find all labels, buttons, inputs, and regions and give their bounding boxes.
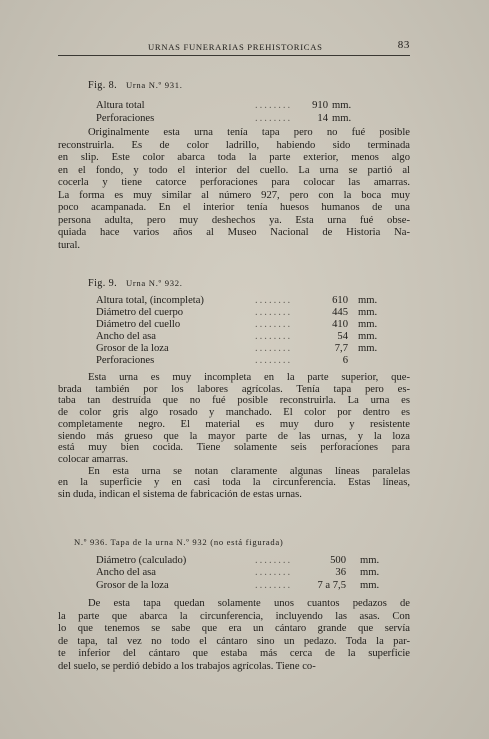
measure-value: 610 bbox=[332, 295, 348, 306]
text-line: colocar amarras. bbox=[58, 453, 128, 465]
text-line: de color gris algo rosado y manchado. El color por dentro es bbox=[58, 407, 410, 419]
measure-unit: mm. bbox=[358, 295, 378, 306]
text-line: La forma es muy similar al número 927, pero con la boca muy bbox=[58, 189, 410, 201]
text-line: tural. bbox=[58, 239, 81, 251]
text-line: te inferior del cántaro que estaba más cerca de la superficie bbox=[58, 648, 410, 659]
measure-unit: mm. bbox=[360, 567, 380, 579]
text-line: lo que tenemos se sabe que era un cántaro grande que servía bbox=[58, 623, 410, 634]
text-line: en la superficie y en casi toda la circunferencia. Estas líneas, bbox=[58, 477, 410, 489]
text-line: taba tan destruída que no fué posible reconstruirla. La urna es bbox=[58, 395, 410, 407]
measure-leader-dots: ........ bbox=[255, 112, 293, 124]
text-line: Originalmente esta urna tenía tapa pero no fué posible bbox=[88, 127, 410, 138]
measure-leader-dots: ........ bbox=[255, 342, 293, 354]
measure-label: Grosor de la loza bbox=[96, 342, 169, 354]
text-line: reconstruirla. Es de color ladrillo, habiendo sido terminada bbox=[58, 139, 410, 151]
fig8-caption-urna: Urna N.º 931. bbox=[125, 80, 183, 90]
text-line: completamente negro. El material es muy duro y resistente bbox=[58, 418, 410, 430]
page-number: 83 bbox=[397, 39, 410, 51]
measure-label: Altura total bbox=[96, 100, 145, 111]
text-line: del suelo, se perdió debido a los trabajos agrícolas. Tiene co- bbox=[58, 660, 316, 672]
fig8-caption bbox=[88, 79, 183, 92]
measure-value: 445 bbox=[332, 306, 348, 318]
text-line: de tapa, tal vez no todo el cántaro sino un pedazo. Toda la par- bbox=[58, 635, 410, 647]
text-line: persona adulta, pero muy deshechos ya. Esta urna fué obse- bbox=[58, 214, 410, 226]
measure-label: Altura total, (incompleta) bbox=[96, 295, 204, 306]
measure-value: 54 bbox=[337, 330, 348, 342]
measure-unit: mm. bbox=[332, 112, 352, 124]
text-line: siendo más grueso que la mayor parte de las urnas, y la loza bbox=[58, 430, 410, 442]
measure-value: 500 bbox=[330, 555, 346, 566]
text-line: brada también por los labores agrícolas. Tenía tapa pero es- bbox=[58, 383, 410, 395]
measure-label: Perforaciones bbox=[96, 112, 155, 124]
text-line: poco acampanada. En el interior tenía huesos humanos de una bbox=[58, 202, 410, 214]
measure-leader-dots: ........ bbox=[255, 555, 293, 566]
measure-label: Grosor de la loza bbox=[96, 579, 169, 591]
measure-leader-dots: ........ bbox=[255, 579, 293, 591]
measure-label: Perforaciones bbox=[96, 354, 155, 366]
text-line: está muy bien cocida. Tiene solamente seis perforaciones para bbox=[58, 442, 410, 454]
text-line: en slip. Este color abarca toda la parte exterior, menos algo bbox=[58, 152, 410, 164]
fig9-caption-urna: Urna N.º 932. bbox=[125, 278, 183, 288]
text-line: en el fondo, y todo el interior del cuello. La urna se partió al bbox=[58, 164, 410, 176]
measure-label: Diámetro del cuerpo bbox=[96, 306, 184, 318]
text-line: cocerla y tiene catorce perforaciones para colocar las amarras. bbox=[58, 177, 410, 189]
measure-leader-dots: ........ bbox=[255, 318, 293, 330]
measure-leader-dots: ........ bbox=[255, 100, 293, 111]
measure-label: Diámetro (calculado) bbox=[96, 555, 187, 566]
measure-label: Ancho del asa bbox=[96, 567, 157, 579]
text-line: En esta urna se notan claramente algunas líneas paralelas bbox=[88, 465, 410, 477]
measure-leader-dots: ........ bbox=[255, 567, 293, 579]
measure-unit: mm. bbox=[358, 342, 378, 354]
measure-leader-dots: ........ bbox=[255, 295, 293, 306]
n936-caption: N.º 936. Tapa de la urna N.º 932 (no está figurada) bbox=[74, 537, 284, 547]
fig9-caption bbox=[88, 277, 183, 290]
running-title: URNAS FUNERARIAS PREHISTORICAS bbox=[148, 42, 323, 52]
text-line: Esta urna es muy incompleta en la parte superior, que- bbox=[88, 372, 410, 383]
measure-value: 14 bbox=[317, 112, 328, 124]
measure-unit: mm. bbox=[358, 318, 378, 330]
measure-value: 36 bbox=[335, 567, 346, 579]
measure-value: 910 bbox=[312, 100, 328, 111]
text-line: quiada hace varios años al Museo Nacional de Historia Na- bbox=[58, 227, 410, 239]
text-line: sin duda, indican el sistema de fabricación de estas urnas. bbox=[58, 489, 302, 500]
measure-unit: mm. bbox=[360, 579, 380, 591]
measure-label: Ancho del asa bbox=[96, 330, 157, 342]
text-line: la parte que abarca la circunferencia, incluyendo las asas. Con bbox=[58, 610, 410, 622]
measure-leader-dots: ........ bbox=[255, 306, 293, 318]
running-header bbox=[58, 38, 410, 54]
measure-unit: mm. bbox=[358, 330, 378, 342]
measure-unit: mm. bbox=[360, 555, 380, 566]
fig8-caption-fig: Fig. 8. bbox=[88, 80, 118, 91]
measure-value: 7,7 bbox=[334, 342, 348, 354]
measure-unit: mm. bbox=[358, 306, 378, 318]
header-rule bbox=[58, 55, 410, 56]
measure-value: 6 bbox=[342, 354, 348, 366]
fig9-caption-fig: Fig. 9. bbox=[88, 278, 118, 289]
measure-leader-dots: ........ bbox=[255, 330, 293, 342]
measure-label: Diámetro del cuello bbox=[96, 318, 181, 330]
measure-value: 7 a 7,5 bbox=[317, 579, 346, 591]
measure-unit: mm. bbox=[332, 100, 352, 111]
measure-value: 410 bbox=[332, 318, 348, 330]
text-line: De esta tapa quedan solamente unos cuantos pedazos de bbox=[88, 598, 410, 609]
measure-leader-dots: ........ bbox=[255, 354, 293, 366]
